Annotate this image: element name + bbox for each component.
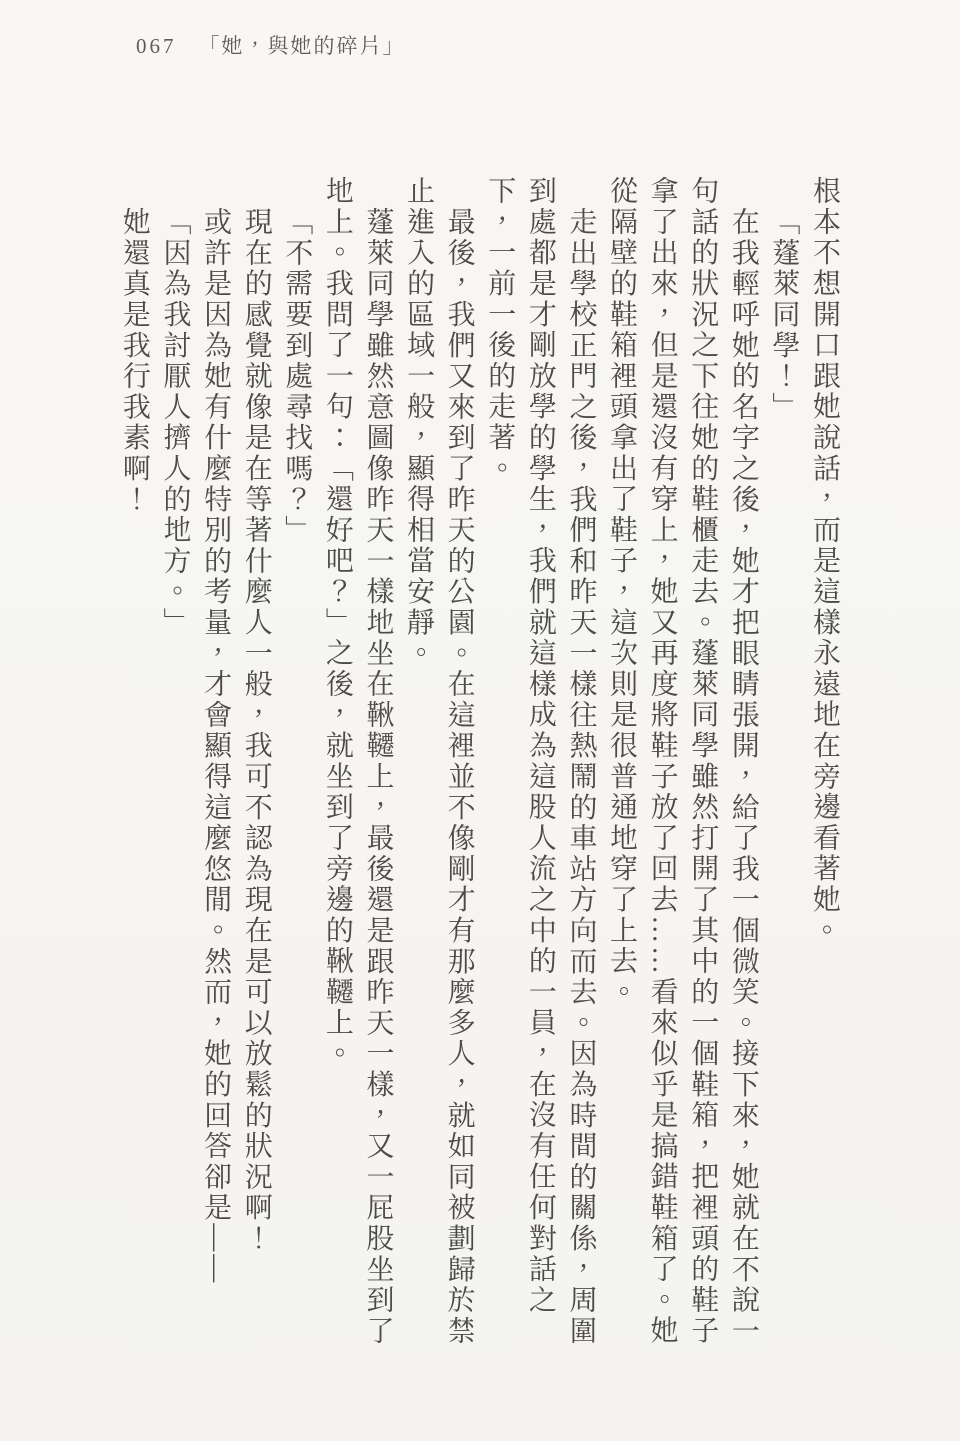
paragraph: 在我輕呼她的名字之後，她才把眼睛張開，給了我一個微笑。接下來，她就在不說一句話的狀況之下往她的鞋櫃走去。蓬萊同學雖然打開了其中的一個鞋箱，把裡頭的鞋子拿了出來，但是還沒有穿上，她又再度將鞋子放了回去……看來似乎是搞錯鞋箱了。她從隔壁的鞋箱裡頭拿出了鞋子，這次則是很普通地穿了上去。 [606,176,759,1347]
paragraph: 她還真是我行我素啊！ [118,206,150,515]
paragraph: 走出學校正門之後，我們和昨天一樣往熱鬧的車站方向而去。因為時間的關係，周圍到處都是才剛放學的學生，我們就這樣成為這股人流之中的一員，在沒有任何對話之下，一前一後的走著。 [484,176,597,1347]
paragraph: 「不需要到處尋找嗎？」 [281,206,313,546]
paragraph: 蓬萊同學雖然意圖像昨天一樣地坐在鞦韆上，最後還是跟昨天一樣，又一屁股坐到了地上。我問了一句：「還好吧？」之後，就坐到了旁邊的鞦韆上。 [321,176,394,1347]
paragraph: 現在的感覺就像是在等著什麼人一般，我可不認為現在是可以放鬆的狀況啊！ [240,206,272,1254]
page-number: 067 [136,34,177,58]
body-text [112,176,844,1348]
paragraph: 「蓬萊同學！」 [768,206,800,423]
paragraph: 或許是因為她有什麼特別的考量，才會顯得這麼悠閒。然而，她的回答卻是—— [200,206,232,1285]
paragraph: 「因為我討厭人擠人的地方。」 [159,206,191,638]
book-title: 「她，與她的碎片」 [198,34,406,58]
page-header [136,30,406,60]
paragraph: 最後，我們又來到了昨天的公園。在這裡並不像剛才有那麼多人，就如同被劃歸於禁止進入的區域一般，顯得相當安靜。 [403,176,475,1347]
paragraph: 根本不想開口跟她說話，而是這樣永遠地在旁邊看著她。 [809,176,840,946]
